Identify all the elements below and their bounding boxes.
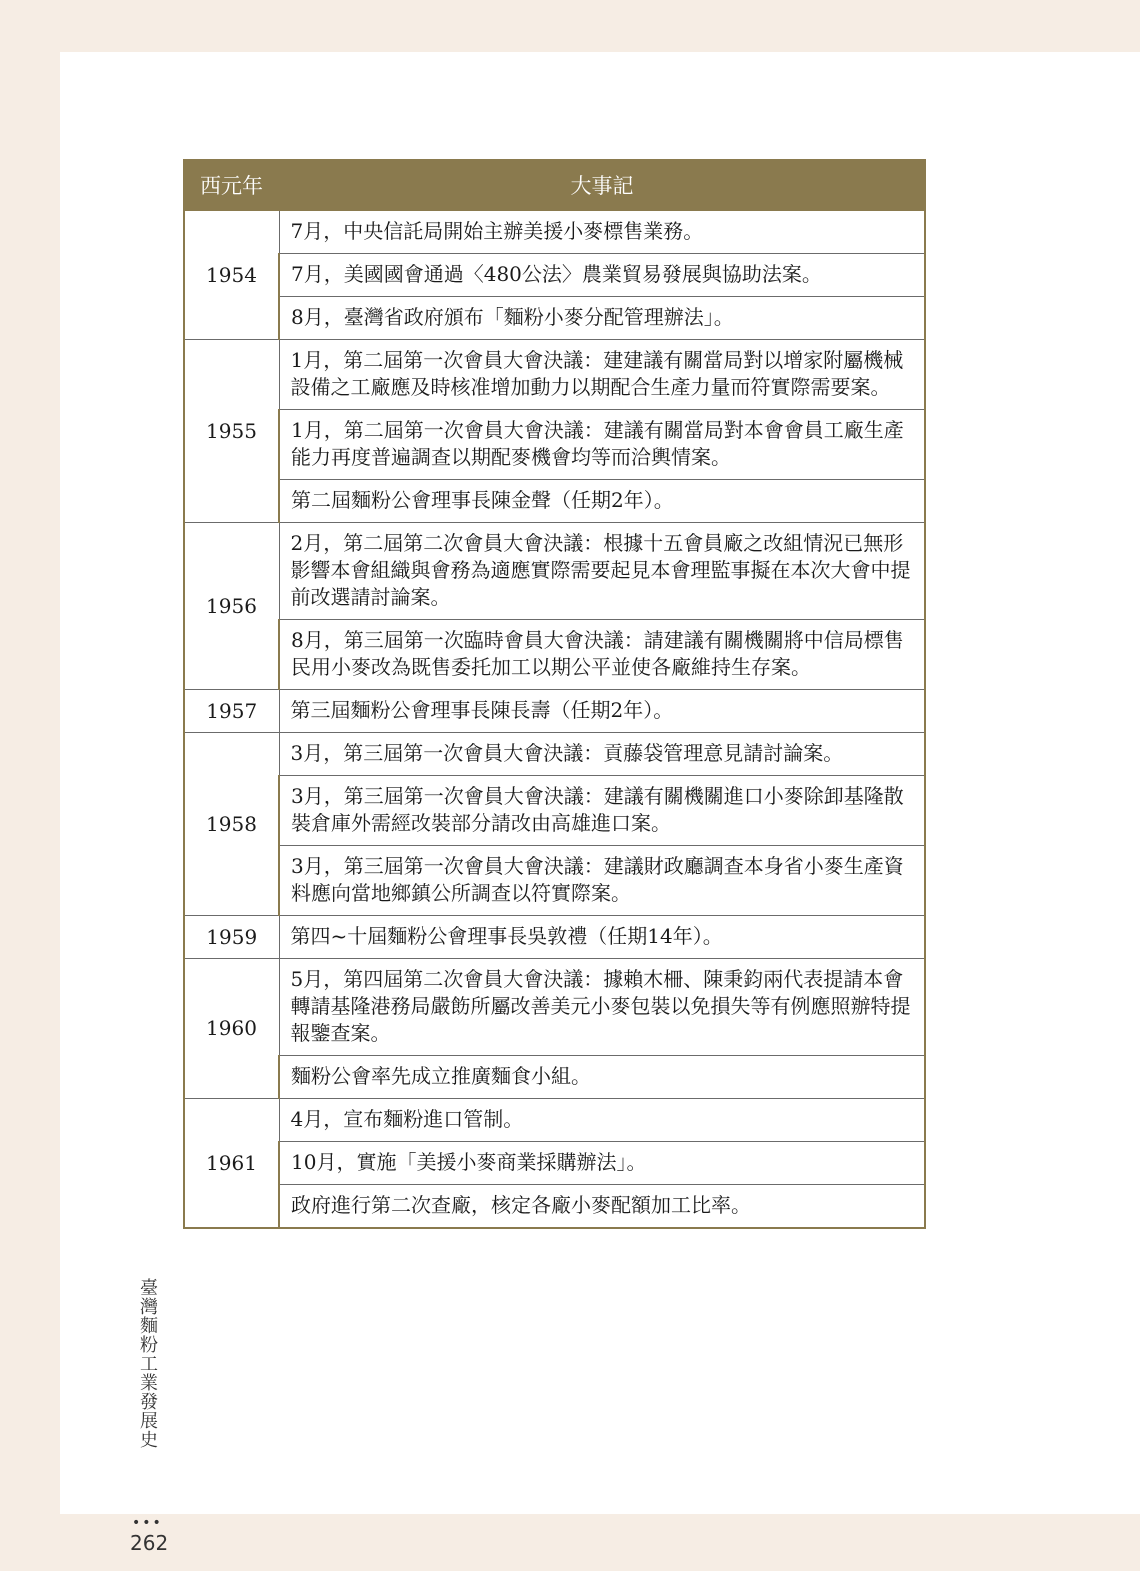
- column-header-year: 西元年: [184, 160, 279, 210]
- table-row: [184, 480, 925, 523]
- event-cell: 3月，第三屆第一次會員大會決議：貢藤袋管理意見請討論案。: [279, 733, 925, 776]
- table-row: [184, 1099, 925, 1142]
- event-cell: 8月，臺灣省政府頒布「麵粉小麥分配管理辦法」。: [279, 297, 925, 340]
- year-cell: 1961: [184, 1099, 279, 1229]
- table-row: [184, 523, 925, 620]
- event-cell: 政府進行第二次查廠，核定各廠小麥配額加工比率。: [279, 1185, 925, 1229]
- table-row: [184, 916, 925, 959]
- event-cell: 第二屆麵粉公會理事長陳金聲（任期2年）。: [279, 480, 925, 523]
- event-cell: 麵粉公會率先成立推廣麵食小組。: [279, 1056, 925, 1099]
- event-cell: 1月，第二屆第一次會員大會決議：建議有關當局對本會會員工廠生產能力再度普遍調查以期配麥機會均等而洽輿情案。: [279, 410, 925, 480]
- year-cell: 1956: [184, 523, 279, 690]
- year-cell: 1960: [184, 959, 279, 1099]
- table-row: [184, 620, 925, 690]
- table-body: [184, 210, 925, 1228]
- event-cell: 7月，中央信託局開始主辦美援小麥標售業務。: [279, 210, 925, 254]
- event-cell: 8月，第三屆第一次臨時會員大會決議：請建議有關機關將中信局標售民用小麥改為既售委托加工以期公平並使各廠維持生存案。: [279, 620, 925, 690]
- event-cell: 5月，第四屆第二次會員大會決議：據賴木柵、陳秉鈞兩代表提請本會轉請基隆港務局嚴飭所屬改善美元小麥包裝以免損失等有例應照辦特提報鑒查案。: [279, 959, 925, 1056]
- book-page: [60, 52, 1140, 1555]
- event-cell: 7月，美國國會通過〈480公法〉農業貿易發展與協助法案。: [279, 254, 925, 297]
- year-cell: 1959: [184, 916, 279, 959]
- book-title-vertical: 臺灣麵粉工業發展史: [137, 1278, 158, 1449]
- event-cell: 第三屆麵粉公會理事長陳長壽（任期2年）。: [279, 690, 925, 733]
- event-cell: 3月，第三屆第一次會員大會決議：建議財政廳調查本身省小麥生產資料應向當地鄉鎮公所調查以符實際案。: [279, 846, 925, 916]
- table-row: [184, 340, 925, 410]
- year-cell: 1957: [184, 690, 279, 733]
- page-number: 262: [130, 1531, 169, 1555]
- year-cell: 1955: [184, 340, 279, 523]
- page-ornament-dots: •••: [132, 1515, 163, 1531]
- table-row: [184, 210, 925, 254]
- event-cell: 第四~十屆麵粉公會理事長吳敦禮（任期14年）。: [279, 916, 925, 959]
- table-row: [184, 776, 925, 846]
- table-row: [184, 733, 925, 776]
- year-cell: 1958: [184, 733, 279, 916]
- table-row: [184, 1056, 925, 1099]
- event-cell: 3月，第三屆第一次會員大會決議：建議有關機關進口小麥除卸基隆散裝倉庫外需經改裝部分請改由高雄進口案。: [279, 776, 925, 846]
- table-row: [184, 297, 925, 340]
- event-cell: 4月，宣布麵粉進口管制。: [279, 1099, 925, 1142]
- column-header-event: 大事記: [279, 160, 925, 210]
- table-header-row: [184, 160, 925, 210]
- year-cell: 1954: [184, 210, 279, 340]
- table-row: [184, 410, 925, 480]
- event-cell: 1月，第二屆第一次會員大會決議：建建議有關當局對以增家附屬機械設備之工廠應及時核准增加動力以期配合生產力量而符實際需要案。: [279, 340, 925, 410]
- table-row: [184, 846, 925, 916]
- chronology-table: [183, 159, 926, 1229]
- event-cell: 2月，第二屆第二次會員大會決議：根據十五會員廠之改組情況已無形影響本會組織與會務為適應實際需要起見本會理監事擬在本次大會中提前改選請討論案。: [279, 523, 925, 620]
- table-row: [184, 959, 925, 1056]
- table-row: [184, 1185, 925, 1229]
- table-row: [184, 254, 925, 297]
- table-row: [184, 1142, 925, 1185]
- table-row: [184, 690, 925, 733]
- event-cell: 10月，實施「美援小麥商業採購辦法」。: [279, 1142, 925, 1185]
